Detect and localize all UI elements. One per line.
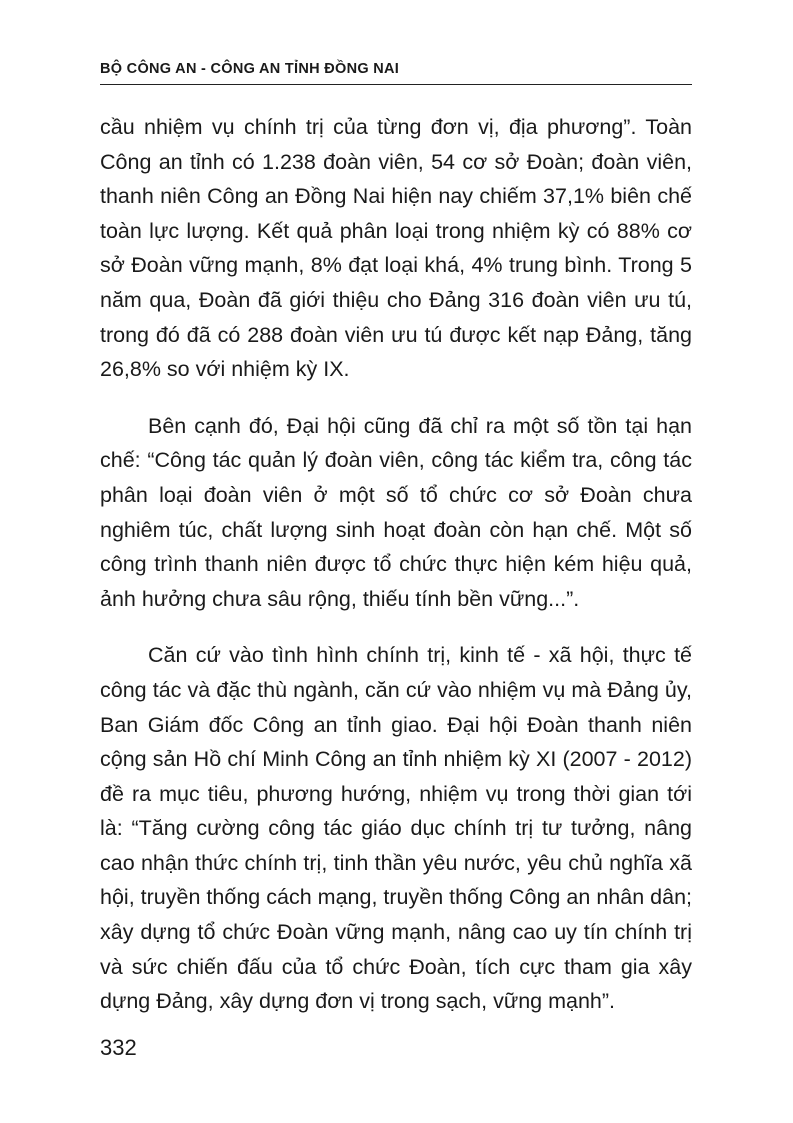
paragraph-objectives: Căn cứ vào tình hình chính trị, kinh tế - xã hội, thực tế công tác và đặc thù ngành, căn cứ vào nhiệm vụ mà Đảng ủy, Ban Giám đốc Công an tỉnh giao. Đại hội Đoàn thanh niên cộng sản Hồ chí Minh Công an tỉnh nhiệm kỳ XI (2007 - 2012) đề ra mục tiêu, phương hướng, nhiệm vụ trong thời gian tới là: “Tăng cường công tác giáo dục chính trị tư tưởng, nâng cao nhận thức chính trị, tinh thần yêu nước, yêu chủ nghĩa xã hội, truyền thống cách mạng, truyền thống Công an nhân dân; xây dựng tổ chức Đoàn vững mạnh, nâng cao uy tín chính trị và sức chiến đấu của tổ chức Đoàn, tích cực tham gia xây dựng Đảng, xây dựng đơn vị trong sạch, vững mạnh”. [100,643,692,1014]
paragraph-continuation: cầu nhiệm vụ chính trị của từng đơn vị, địa phương”. Toàn Công an tỉnh có 1.238 đoàn viên, 54 cơ sở Đoàn; đoàn viên, thanh niên Công an Đồng Nai hiện nay chiếm 37,1% biên chế toàn lực lượng. Kết quả phân loại trong nhiệm kỳ có 88% cơ sở Đoàn vững mạnh, 8% đạt loại khá, 4% trung bình. Trong 5 năm qua, Đoàn đã giới thiệu cho Đảng 316 đoàn viên ưu tú, trong đó đã có 288 đoàn viên ưu tú được kết nạp Đảng, tăng 26,8% so với nhiệm kỳ IX. [100,115,692,382]
paragraph-limitations: Bên cạnh đó, Đại hội cũng đã chỉ ra một số tồn tại hạn chế: “Công tác quản lý đoàn viên, công tác kiểm tra, công tác phân loại đoàn viên ở một số tổ chức cơ sở Đoàn chưa nghiêm túc, chất lượng sinh hoạt đoàn còn hạn chế. Một số công trình thanh niên được tổ chức thực hiện kém hiệu quả, ảnh hưởng chưa sâu rộng, thiếu tính bền vững...”. [100,413,692,611]
page-number: 332 [100,1035,137,1060]
running-header [100,60,692,85]
body-text [100,110,692,1041]
running-header-title: BỘ CÔNG AN - CÔNG AN TỈNH ĐỒNG NAI [100,61,400,77]
